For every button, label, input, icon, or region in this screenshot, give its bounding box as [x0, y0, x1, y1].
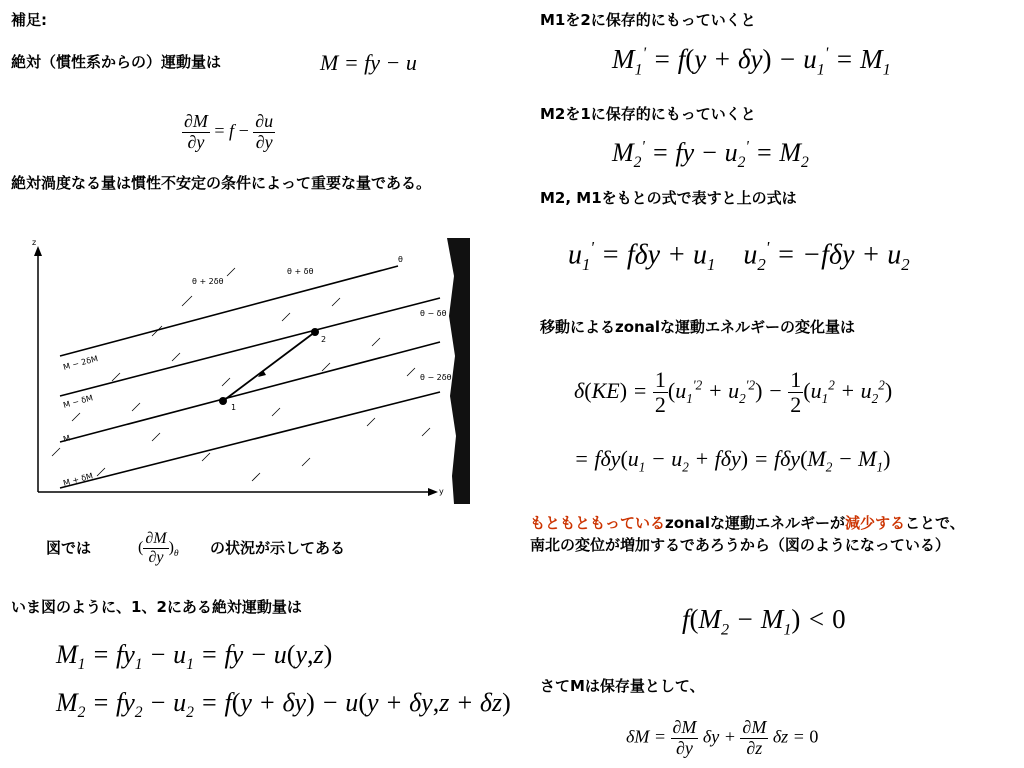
ke-change-equation-line2: = $f\delta y(u_1 - u_2 + f\delta y) = f\delta y(M_2 - M_1)$ [574, 446, 891, 475]
y-axis-label: y [439, 487, 444, 496]
isentrope-momentum-figure [22, 236, 472, 506]
theta-label-minus-2d: θ − 2δθ [420, 373, 452, 382]
figure-dark-edge [447, 238, 470, 504]
caption-gradient-expression: ( $\frac{\partial M}{\partial y}$ )$_\theta$ [138, 530, 179, 566]
point-1-marker [219, 397, 227, 405]
point-1-label: 1 [231, 403, 237, 412]
conclusion-rest-part: ことで、南北の変位が増加するであろうから（図のようになっている） [530, 514, 965, 554]
point-2-marker [311, 328, 319, 336]
m-label-m: M [62, 433, 72, 444]
conclusion-text [530, 512, 970, 556]
theta-label-plus-d: θ + δθ [287, 267, 314, 276]
u-prime-equations: $u_1' = f\delta y + u_1$ $u_2' = -f\delta y + u_2$ [568, 238, 910, 274]
figure-caption-suffix: の状況が示してある [210, 539, 346, 557]
y-axis-arrow [428, 488, 438, 496]
conclusion-red-part-2: 減少する [845, 514, 906, 532]
momentum-definition-equation: M = fy − u [320, 50, 417, 75]
figure-caption-prefix: 図では [46, 539, 92, 557]
m1-to-2-text: M1を2に保存的にもっていくと [540, 11, 756, 29]
m2-equation: $M_2 = fy_2 - u_2 = f(y + \delta y) - u(y + \delta y,z + \delta z)$ [56, 688, 511, 722]
m-label-minus-2dm: M − 2δM [62, 354, 99, 372]
theta-label-theta: θ [398, 255, 403, 264]
m-line-m [60, 342, 440, 442]
m-label-minus-dm: M − δM [62, 393, 94, 410]
m-label-plus-dm: M + δM [62, 471, 94, 488]
conclusion-red-part-1: もともともっている [530, 514, 666, 532]
momentum-gradient-equation: $\frac{\partial M}{\partial y}$ = f − $\frac{\partial u}{\partial y}$ [184, 111, 274, 152]
conserved-text: さてMは保存量として、 [540, 677, 705, 695]
ke-change-equation-line1: δ(KE) = $\frac{1}{2}$ $(u_1^{'2} + u_2^{'2})$ − $\frac{1}{2}$ $(u_1^2 + u_2^2)$ [574, 367, 893, 418]
m2-to-1-text: M2を1に保存的にもっていくと [540, 105, 756, 123]
supplement-label: 補足: [11, 11, 47, 29]
point-2-label: 2 [321, 335, 327, 344]
positions-text: いま図のように、1、2にある絶対運動量は [11, 598, 302, 616]
theta-label-plus-2d: θ + 2δθ [192, 277, 224, 286]
absolute-vorticity-text: 絶対渦度なる量は慣性不安定の条件によって重要な量である。 [11, 174, 432, 192]
theta-label-minus-d: θ − δθ [420, 309, 447, 318]
theta-dashes [52, 268, 430, 481]
rewrite-text: M2, M1をもとの式で表すと上の式は [540, 189, 797, 207]
m1-prime-equation: $M_1' = f(y + \delta y) - u_1' = M_1$ [612, 44, 891, 79]
z-axis-label: z [32, 238, 37, 247]
m2-prime-equation: $M_2'$ = fy − $u_2' = M_2$ [612, 138, 809, 172]
absolute-momentum-label: 絶対（慣性系からの）運動量は [11, 53, 222, 71]
z-axis-arrow [34, 246, 42, 256]
ke-change-text: 移動によるzonalな運動エネルギーの変化量は [540, 318, 855, 336]
negative-condition-equation: $f(M_2 - M_1) < 0$ [682, 604, 846, 639]
m1-equation: $M_1 = fy_1 - u_1$ = fy − u(y,z) [56, 640, 333, 674]
conservation-equation: δM = $\frac{\partial M}{\partial y}$ δy + $\frac{\partial M}{\partial z}$ δz = 0 [626, 717, 819, 758]
m-line-plus-dm [60, 392, 440, 488]
conclusion-mid-part: zonalな運動エネルギーが [665, 514, 845, 532]
m-line-minus-2dm [60, 266, 398, 356]
